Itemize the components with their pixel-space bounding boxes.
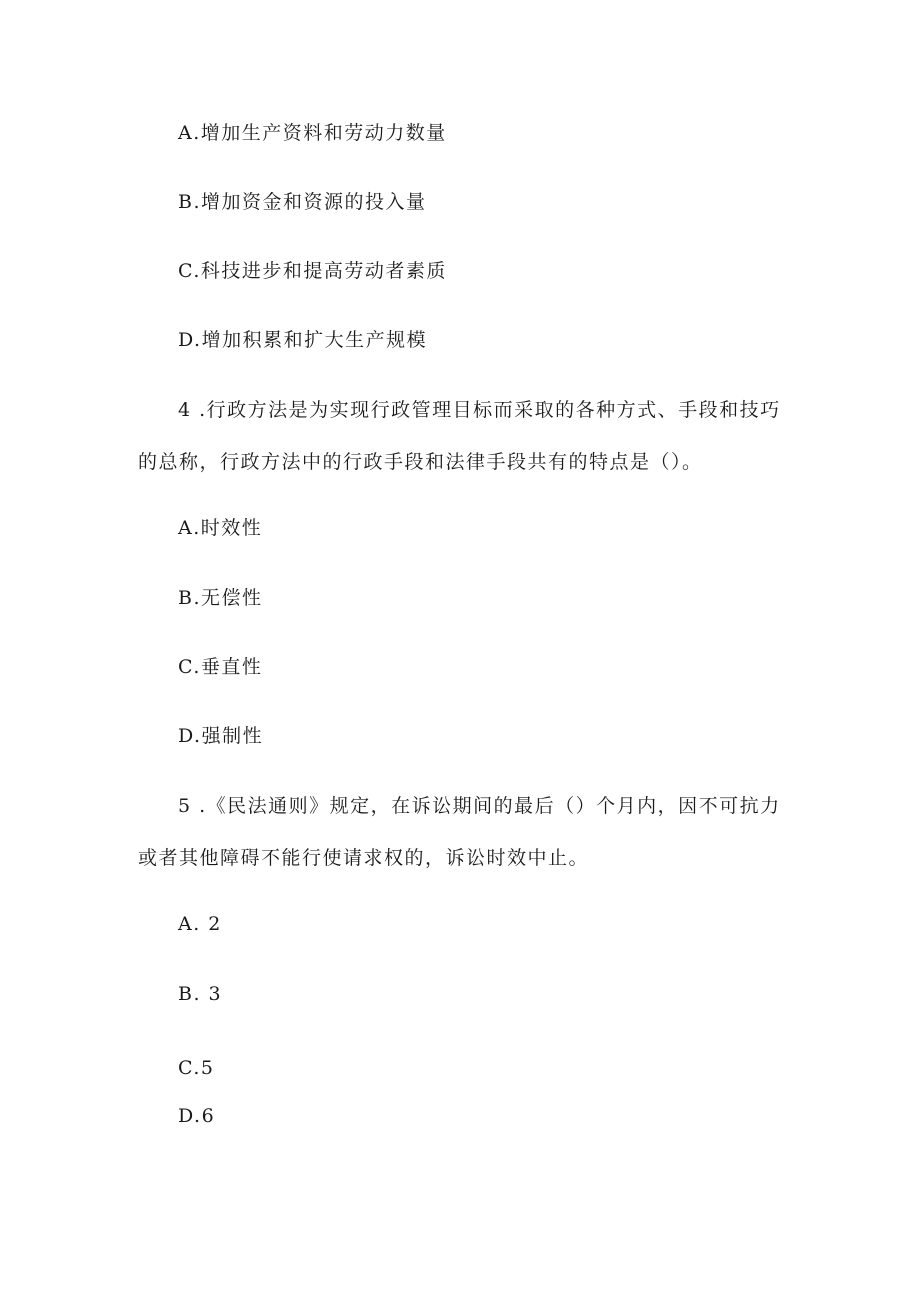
q4-option-b: B.无偿性 <box>178 587 263 609</box>
q5-option-a: A. 2 <box>178 913 222 935</box>
q5-stem-line2: 或者其他障碍不能行使请求权的，诉讼时效中止。 <box>138 847 590 869</box>
q3-option-d: D.增加积累和扩大生产规模 <box>178 329 428 351</box>
q5-option-d: D.6 <box>178 1105 216 1127</box>
q4-option-c: C.垂直性 <box>178 656 263 678</box>
q3-option-a: A.增加生产资料和劳动力数量 <box>178 122 447 144</box>
q5-option-b: B. 3 <box>178 983 223 1005</box>
q4-stem-line1: 4 .行政方法是为实现行政管理目标而采取的各种方式、手段和技巧 <box>178 399 781 421</box>
q3-option-b: B.增加资金和资源的投入量 <box>178 191 427 213</box>
q4-option-d: D.强制性 <box>178 725 264 747</box>
q4-option-a: A.时效性 <box>178 517 263 539</box>
q5-option-c: C.5 <box>178 1057 215 1079</box>
q4-stem-line2: 的总称，行政方法中的行政手段和法律手段共有的特点是（）。 <box>138 451 703 473</box>
q5-stem-line1: 5 .《民法通则》规定，在诉讼期间的最后（）个月内，因不可抗力 <box>178 795 781 817</box>
q3-option-c: C.科技进步和提高劳动者素质 <box>178 260 447 282</box>
